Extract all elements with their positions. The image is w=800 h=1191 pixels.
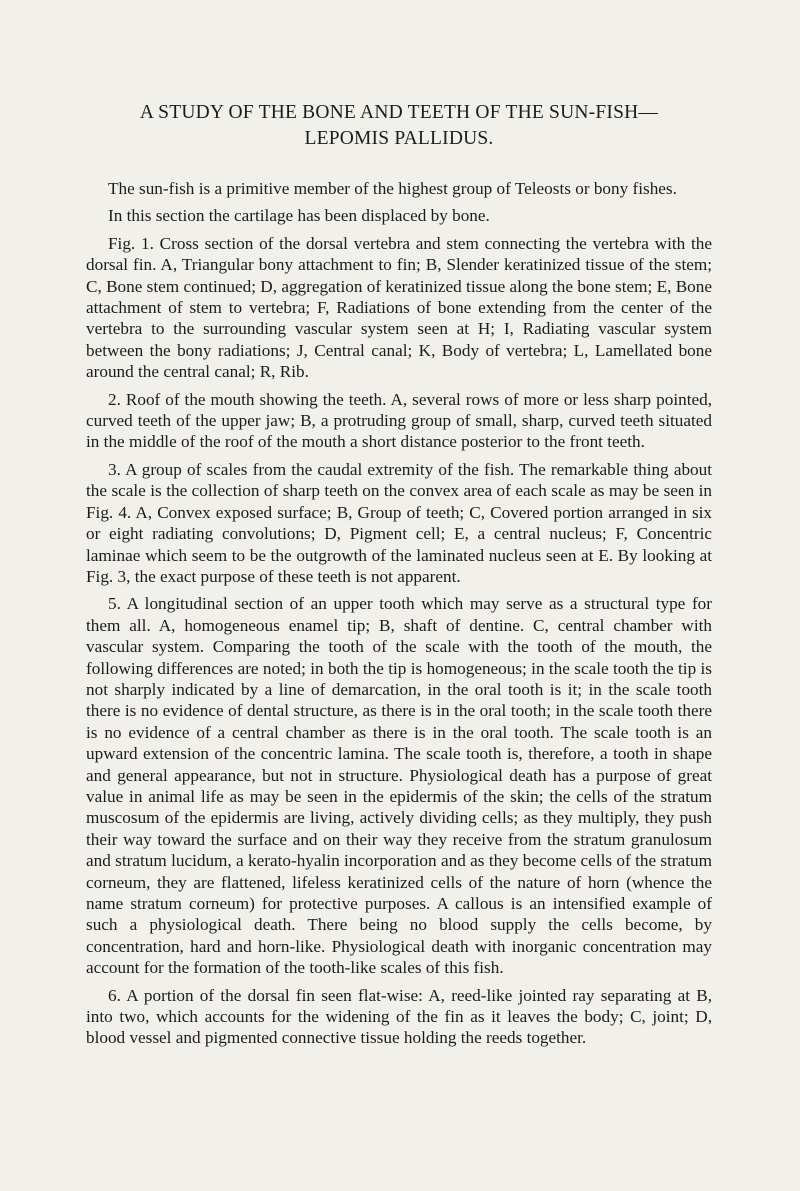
paragraph-intro: The sun-fish is a primitive member of the highest group of Teleosts or bony fishes. — [108, 179, 677, 198]
paragraph-fig-1: Fig. 1. Cross section of the dorsal vertebra and stem connecting the vertebra with the dorsal fin. A, Triangular bony attachment to fin; B, Slender keratinized tissue of the stem; C, Bone stem continued; D, aggregation of keratinized tissue along the bone stem; E, Bone attachment of stem to vertebra; F, Radiations of bone extending from the center of the vertebra to the surrounding vascular system seen at H; I, Radiating vascular system between the bony radiations; J, Central canal; K, Body of vertebra; L, Lamellated bone around the central canal; R, Rib. — [86, 233, 712, 382]
title-line-2: LEPOMIS PALLIDUS. — [304, 128, 494, 149]
paragraph-cartilage: In this section the cartilage has been displaced by bone. — [108, 206, 490, 226]
paragraph-fig-3: 3. A group of scales from the caudal extremity of the fish. The remarkable thing about the scale is the collection of sharp teeth on the convex area of each scale as may be seen in Fig. 4. A, Convex exposed surface; B, Group of teeth; C, Covered portion arranged in six or eight radiating convolutions; D, Pigment cell; E, a central nucleus; F, Concentric laminae which seem to be the outgrowth of the laminated nucleus seen at E. By looking at Fig. 3, the exact purpose of these teeth is not apparent. — [86, 459, 712, 586]
paragraph-fig-6: 6. A portion of the dorsal fin seen flat-wise: A, reed-like jointed ray separating at B, into two, which accounts for the widening of the fin as it leaves the body; C, joint; D, blood vessel and pigmented connective tissue holding the reeds together. — [86, 985, 712, 1048]
document-title — [86, 100, 712, 152]
paragraph-fig-2: 2. Roof of the mouth showing the teeth. A, several rows of more or less sharp pointed, curved teeth of the upper jaw; B, a protruding group of small, sharp, curved teeth situated in the middle of the roof of the mouth a short distance posterior to the front teeth. — [86, 389, 712, 452]
title-line-1: A STUDY OF THE BONE AND TEETH OF THE SUN-FISH— — [139, 102, 659, 123]
paragraph-fig-5: 5. A longitudinal section of an upper tooth which may serve as a structural type for them all. A, homogeneous enamel tip; B, shaft of dentine. C, central chamber with vascular system. Comparing the tooth of the scale with the tooth of the mouth, the following differences are noted; in both the tip is homogeneous; in the scale tooth the tip is not sharply indicated by a line of demarcation, in the oral tooth is it; in the scale tooth there is no evidence of dental structure, as there is in the oral tooth; in the scale tooth there is no evidence of a central chamber as there is in the oral tooth. The scale tooth is an upward extension of the concentric lamina. The scale tooth is, therefore, a tooth in shape and general appearance, but not in structure. Physiological death has a purpose of great value in animal life as may be seen in the epidermis of the skin; the cells of the stratum muscosum of the epidermis are living, actively dividing cells; as they multiply, they push their way toward the surface and on their way they receive from the stratum granulosum and stratum lucidum, a kerato-hyalin incorporation and as they become cells of the stratum corneum, they are flattened, lifeless keratinized cells of the nature of horn (whence the name stratum corneum) for protective purposes. A callous is an intensified example of such a physiological death. There being no blood supply the cells become, by concentration, hard and horn-like. Physiological death with inorganic concentration may account for the formation of the tooth-like scales of this fish. — [86, 594, 712, 978]
